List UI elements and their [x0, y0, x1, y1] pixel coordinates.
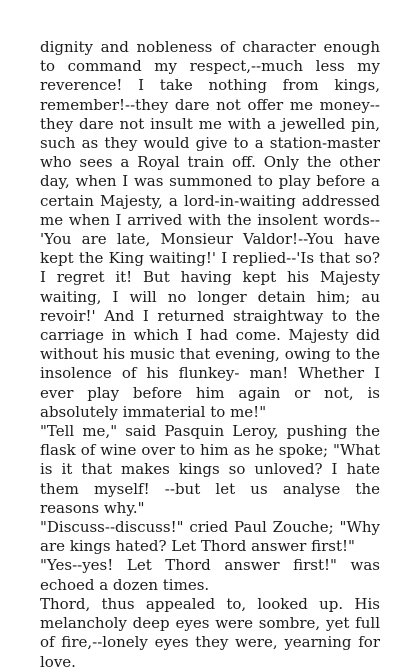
paragraph-5: Thord, thus appealed to, looked up. His melancholy deep eyes were sombre, yet full of fire,--lonely eyes they were, yearning for love.	[40, 594, 380, 671]
paragraph-1: dignity and nobleness of character enough to command my respect,--much less my reverence! I take nothing from kings, remember!--they dare not offer me money--they dare not insult me with a jewelled pin, such as they would give to a station-master who sees a Royal train off. Only the other day, when I was summoned to play before a certain Majesty, a lord-in-waiting addressed me when I arrived with the insolent words--'You are late, Monsieur Valdor!--You have kept the King waiting!' I replied--'Is that so? I regret it! But having kept his Majesty waiting, I will no longer detain him; au revoir!' And I returned straightway to the carriage in which I had come. Majesty did without his music that evening, owing to the insolence of his flunkey- man! Whether I ever play before him again or not, is absolutely immaterial to me!"	[40, 38, 380, 421]
paragraph-3: "Discuss--discuss!" cried Paul Zouche; "Why are kings hated? Let Thord answer first!"	[40, 518, 380, 556]
page-body	[40, 38, 380, 672]
paragraph-4: "Yes--yes! Let Thord answer first!" was echoed a dozen times.	[40, 556, 380, 594]
paragraph-2: "Tell me," said Pasquin Leroy, pushing the flask of wine over to him as he spoke; "What is it that makes kings so unloved? I hate them myself! --but let us analyse the reasons why."	[40, 422, 380, 517]
